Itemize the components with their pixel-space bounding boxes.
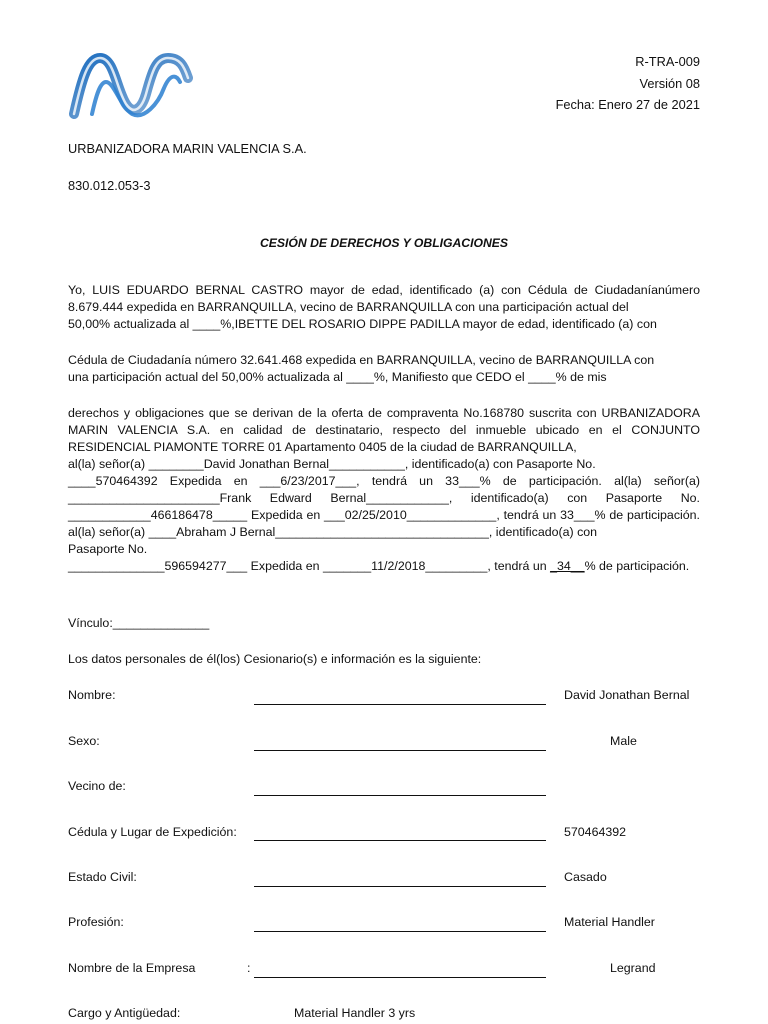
datos-intro: Los datos personales de él(los) Cesionario(s) e información es la siguiente: bbox=[68, 652, 482, 666]
field-label-empresa: Nombre de la Empresa bbox=[68, 961, 196, 975]
paragraph-3-text-a: derechos y obligaciones que se derivan de la oferta de compraventa No.168780 suscrita con URBANIZADORA MARIN VALENCIA S.A. en calidad de destinatario, respecto del inmueble ubicado en el CONJUNTO RESIDENCIAL PIAMONTE TORRE 01 Apartamento 0405 de la ciudad de BARRANQUILLA, bbox=[68, 406, 700, 454]
field-value-estado-civil: Casado bbox=[564, 870, 607, 884]
field-value-cargo: Material Handler 3 yrs bbox=[294, 1006, 416, 1020]
field-colon-empresa: : bbox=[247, 961, 251, 975]
field-value-cedula: 570464392 bbox=[564, 825, 627, 839]
field-label-profesion: Profesión: bbox=[68, 915, 124, 929]
field-label-cargo: Cargo y Antigüedad: bbox=[68, 1006, 181, 1020]
field-label-sexo: Sexo: bbox=[68, 734, 100, 748]
field-label-vecino: Vecino de: bbox=[68, 779, 126, 793]
document-header-info bbox=[556, 51, 700, 116]
company-nit: 830.012.053-3 bbox=[68, 178, 151, 193]
document-code: R-TRA-009 bbox=[635, 54, 700, 69]
paragraph-1-last-line: 50,00% actualizada al ____%,IBETTE DEL ROSARIO DIPPE PADILLA mayor de edad, identificado (a) con bbox=[68, 317, 657, 331]
paragraph-3-text-e2: % de participación. bbox=[584, 559, 690, 573]
field-line-estado-civil bbox=[254, 886, 546, 887]
document-date: Fecha: Enero 27 de 2021 bbox=[555, 97, 700, 112]
company-name: URBANIZADORA MARIN VALENCIA S.A. bbox=[68, 141, 307, 156]
paragraph-3-text-b: al(la) señor(a) ________David Jonathan Bernal___________, identificado(a) con Pasaporte No. bbox=[68, 457, 596, 471]
field-label-nombre: Nombre: bbox=[68, 688, 116, 702]
field-value-sexo: Male bbox=[610, 734, 637, 748]
field-line-profesion bbox=[254, 931, 546, 932]
paragraph-3 bbox=[68, 405, 700, 575]
paragraph-3-text-e1: ______________596594277___ Expedida en _______11/2/2018_________, tendrá un bbox=[68, 559, 551, 573]
paragraph-2-last-line: una participación actual del 50,00% actualizada al ____%, Manifiesto que CEDO el ____% de mis bbox=[68, 370, 607, 384]
paragraph-2-text: Cédula de Ciudadanía número 32.641.468 expedida en BARRANQUILLA, vecino de BARRANQUILLA con bbox=[68, 353, 655, 367]
field-label-estado-civil: Estado Civil: bbox=[68, 870, 137, 884]
field-label-cedula: Cédula y Lugar de Expedición: bbox=[68, 825, 237, 839]
document-title: CESIÓN DE DERECHOS Y OBLIGACIONES bbox=[259, 236, 509, 250]
paragraph-3-text-c: ____570464392 Expedida en ___6/23/2017___, tendrá un 33___% de participación. al(la) señor(a) ______________________Frank Edward Bernal____________, identificado(a) con Pasaporte No. ____________466186478_____ Expedida en ___02/25/2010_____________, tendrá un 33___% de participación. al(la) señor(a) ____Abraham J Bernal_______________________________, identificado(a) con bbox=[68, 474, 700, 539]
field-line-nombre bbox=[254, 704, 546, 705]
paragraph-2 bbox=[68, 352, 700, 386]
paragraph-1-text: Yo, LUIS EDUARDO BERNAL CASTRO mayor de edad, identificado (a) con Cédula de Ciudadaníanúmero 8.679.444 expedida en BARRANQUILLA, vecino de BARRANQUILLA con una participación actual del bbox=[68, 283, 700, 314]
paragraph-3-text-e bbox=[68, 559, 689, 573]
company-logo bbox=[66, 48, 196, 124]
document-version: Versión 08 bbox=[639, 75, 700, 91]
participation-percent: _34__ bbox=[550, 559, 585, 573]
field-line-cedula bbox=[254, 840, 546, 841]
field-value-nombre: David Jonathan Bernal bbox=[564, 688, 690, 702]
paragraph-3-text-d: Pasaporte No. bbox=[68, 542, 148, 556]
field-line-empresa bbox=[254, 977, 546, 978]
field-line-vecino bbox=[254, 795, 546, 796]
vinculo-field: Vínculo:______________ bbox=[68, 616, 210, 630]
field-value-empresa: Legrand bbox=[610, 961, 656, 975]
field-value-profesion: Material Handler bbox=[564, 915, 655, 929]
field-line-sexo bbox=[254, 750, 546, 751]
paragraph-1 bbox=[68, 282, 700, 333]
